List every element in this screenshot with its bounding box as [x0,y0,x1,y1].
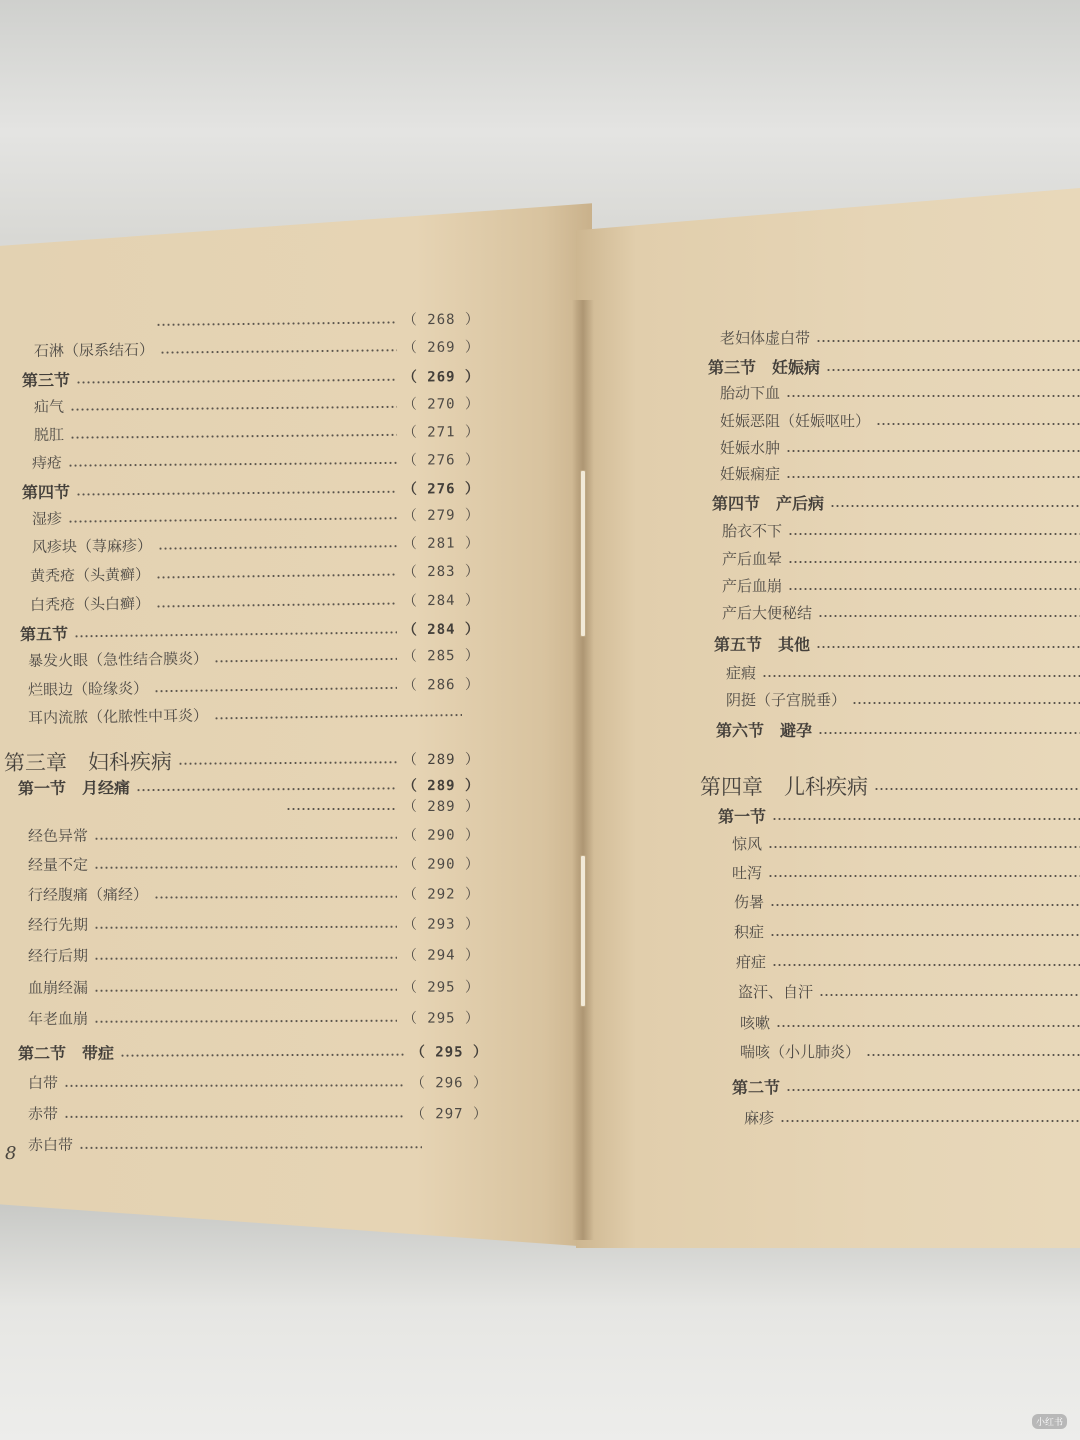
toc-leader-dots [156,321,397,326]
toc-leader-dots [94,865,397,868]
toc-label: 赤白带 [27,1135,74,1154]
toc-label: 麻疹 [744,1109,775,1127]
toc-label: 第一节 [718,807,767,826]
toc-leader-dots [160,349,397,353]
toc-label: 烂眼边（睑缘炎） [27,679,149,699]
toc-label: 第六节 避孕 [716,721,813,740]
toc-label: 暴发火眼（急性结合膜炎） [27,649,209,670]
toc-page-number: （ 279 ） [402,506,481,524]
toc-entry-row [732,833,1080,854]
toc-leader-dots [154,895,397,898]
toc-entry-row [34,420,480,445]
toc-leader-dots [74,631,397,637]
toc-label: 妊娠水肿 [720,439,781,457]
toc-label: 行经腹痛（痛经） [27,885,149,904]
page-folio: 8 [5,1143,17,1164]
toc-label: 伤暑 [734,893,765,911]
toc-page-number: （ 290 ） [402,826,481,844]
toc-entry-row [738,981,1080,1002]
toc-leader-dots [94,956,397,959]
toc-label: 风疹块（荨麻疹） [31,536,153,556]
toc-page-number: （ 292 ） [402,885,481,903]
toc-page-number: （ 296 ） [410,1074,489,1091]
toc-leader-dots [120,1053,405,1056]
toc-leader-dots [762,675,1080,677]
toc-page-number: （ 295 ） [410,1043,489,1061]
toc-section-row [718,804,1080,827]
toc-leader-dots [876,423,1080,425]
toc-section-row [712,491,1080,514]
toc-label: 第三节 妊娠病 [708,358,821,377]
toc-label: 盗汗、自汗 [738,983,814,1001]
toc-leader-dots [94,836,397,839]
toc-leader-dots [76,378,397,383]
toc-label: 年老血崩 [27,1009,89,1028]
toc-label: 吐泻 [732,864,763,882]
book-gutter [572,300,594,1240]
toc-page-number: （ 270 ） [402,395,481,413]
toc-leader-dots [786,395,1080,397]
toc-leader-dots [788,533,1080,535]
toc-label: 老妇体虚白带 [720,329,811,347]
toc-page-number: （ 295 ） [402,1009,481,1027]
toc-label: 第三章 妇科疾病 [3,749,173,775]
toc-leader-dots [68,461,397,466]
toc-page-number: （ 289 ） [402,777,481,794]
binding-stitch-lower [580,855,586,1007]
toc-leader-dots [826,369,1080,371]
watermark: 小红书 [1032,1414,1067,1429]
toc-label: 产后血崩 [722,577,783,595]
toc-entry-row [28,943,480,966]
toc-section-row [714,632,1080,655]
toc-page-number: （ 289 ） [402,799,480,815]
toc-leader-dots [818,732,1080,734]
toc-page-number: （ 268 ） [402,311,481,329]
toc-entry-row [28,912,480,935]
toc-leader-dots [786,476,1080,478]
toc-entry-row [726,689,1080,710]
toc-label: 血崩经漏 [27,978,89,997]
toc-label: 白秃疮（头白癣） [29,594,151,614]
toc-label: 惊风 [732,835,763,853]
toc-leader-dots [158,545,397,550]
toc-label: 产后血晕 [722,550,783,568]
toc-entry-row [28,1102,488,1124]
toc-page-number: （ 283 ） [402,563,481,580]
toc-leader-dots [776,1025,1080,1027]
toc-leader-dots [156,602,397,607]
toc-leader-dots [874,788,1080,790]
toc-label: 经行先期 [27,915,89,934]
toc-entry-row [28,1071,488,1093]
toc-leader-dots [788,588,1080,590]
toc-entry-row [28,852,480,875]
toc-leader-dots [70,433,397,438]
toc-label: 经量不定 [27,855,89,874]
toc-leader-dots [64,1084,405,1087]
toc-page-number: （ 284 ） [402,620,481,638]
toc-label: 症瘕 [726,664,757,682]
toc-leader-dots [852,702,1080,704]
toc-label: 咳嗽 [740,1014,771,1032]
toc-page-number: （ 284 ） [402,592,481,609]
toc-leader-dots [786,1089,1080,1091]
toc-entry-row [720,382,1080,403]
toc-page-number: （ 293 ） [402,915,481,933]
toc-entry-row [720,327,1080,348]
toc-leader-dots [94,925,397,928]
toc-label: 经行后期 [27,946,89,965]
toc-page-number: （ 297 ） [410,1105,489,1122]
toc-label: 胎衣不下 [722,522,783,540]
toc-label: 胎动下血 [720,384,781,402]
toc-leader-dots [819,994,1080,996]
toc-leader-dots [788,561,1080,563]
toc-entry-row [32,448,480,473]
toc-leader-dots [866,1054,1080,1056]
toc-leader-dots [770,904,1080,906]
toc-entry-row [740,1012,1080,1033]
toc-label: 喘咳（小儿肺炎） [740,1043,861,1061]
toc-label: 石淋（尿系结石） [33,340,155,360]
toc-page-number: （ 286 ） [402,676,481,694]
toc-chapter-row [700,771,1080,801]
toc-page-number: （ 269 ） [402,368,481,386]
toc-label: 妊娠痫症 [720,465,781,483]
toc-label: 白带 [27,1073,59,1092]
toc-leader-dots [64,1115,405,1118]
toc-chapter-row [4,744,480,777]
toc-entry-row [734,921,1080,942]
toc-leader-dots [830,505,1080,507]
toc-entry-row [28,882,480,905]
toc-leader-dots [786,450,1080,452]
toc-leader-dots [780,1120,1080,1122]
toc-entry-row [28,823,480,846]
toc-label: 第三节 [21,370,71,390]
toc-entry-row [726,662,1080,683]
toc-page-number: （ 276 ） [402,480,481,498]
toc-leader-dots [178,761,397,765]
toc-leader-dots [818,615,1080,617]
toc-leader-dots [70,405,397,410]
toc-section-row [716,718,1080,741]
toc-leader-dots [214,713,462,718]
toc-label: 第五节 其他 [714,635,811,654]
toc-leader-dots [816,340,1080,342]
toc-leader-dots [154,686,397,691]
toc-entry-row [736,951,1080,972]
toc-section-row [22,364,480,391]
toc-entry-row [722,575,1080,596]
toc-leader-dots [156,573,397,578]
toc-label: 积症 [734,923,765,941]
toc-leader-dots [136,787,397,791]
toc-leader-dots [94,988,397,991]
toc-section-row [708,355,1080,378]
toc-entry-row [720,463,1080,484]
toc-section-row [732,1075,1080,1098]
toc-page-number: （ 289 ） [402,751,481,769]
toc-label: 疳症 [736,953,767,971]
toc-leader-dots [772,964,1080,966]
toc-leader-dots [94,1019,397,1022]
toc-page-number: （ 285 ） [402,647,481,665]
toc-page-number: （ 269 ） [402,338,481,356]
toc-page-number: （ 295 ） [402,978,481,996]
toc-leader-dots [772,818,1080,820]
toc-entry-row [744,1107,1080,1128]
toc-page-number: （ 281 ） [402,534,481,552]
toc-label: 阴挺（子宫脱垂） [726,691,847,709]
toc-entry-row [732,862,1080,883]
toc-leader-dots [768,846,1080,848]
toc-page-number: （ 294 ） [402,946,481,964]
toc-entry-row [740,1041,1080,1062]
toc-entry-row [722,548,1080,569]
toc-page-number: （ 271 ） [402,423,481,441]
toc-label: 第四节 产后病 [712,494,825,513]
toc-entry-row [720,410,1080,431]
toc-entry-row [720,437,1080,458]
toc-label: 经色异常 [27,826,89,845]
toc-entry-row [150,309,480,332]
toc-leader-dots [214,657,397,662]
toc-entry-row [734,891,1080,912]
toc-section-row [18,1039,488,1064]
binding-stitch-upper [580,470,586,637]
toc-label: 湿疹 [31,509,63,528]
toc-label: 产后大便秘结 [722,604,813,622]
toc-label: 脱肛 [33,425,65,444]
toc-label: 赤带 [27,1104,59,1123]
toc-leader-dots [816,646,1080,648]
toc-leader-dots [770,934,1080,936]
toc-entry-row [28,1006,480,1029]
toc-leader-dots [68,517,397,522]
toc-label: 第二节 [732,1078,781,1097]
toc-label: 第四章 儿科疾病 [700,775,868,799]
toc-label: 痔疮 [31,453,63,472]
toc-page-number: （ 290 ） [402,855,481,873]
toc-leader-dots [79,1146,422,1149]
toc-label: 第五节 [19,624,69,644]
toc-label: 疝气 [33,397,65,416]
toc-entry-row [34,392,480,417]
toc-page-number: （ 276 ） [402,451,481,469]
toc-label: 黄秃疮（头黄癣） [29,565,151,585]
toc-label: 第一节 月经痛 [17,778,131,798]
toc-entry-row [280,796,480,816]
toc-entry-row [28,1133,428,1155]
toc-leader-dots [286,808,397,810]
toc-label: 第四节 [21,482,71,502]
toc-label: 耳内流脓（化脓性中耳炎） [27,706,209,727]
toc-label: 妊娠恶阻（妊娠呕吐） [720,412,871,430]
toc-leader-dots [768,875,1080,877]
toc-leader-dots [76,490,397,495]
toc-entry-row [722,520,1080,541]
toc-section-row [22,476,480,503]
toc-label: 第二节 带症 [17,1043,115,1063]
toc-entry-row [28,975,480,998]
toc-entry-row [722,602,1080,623]
